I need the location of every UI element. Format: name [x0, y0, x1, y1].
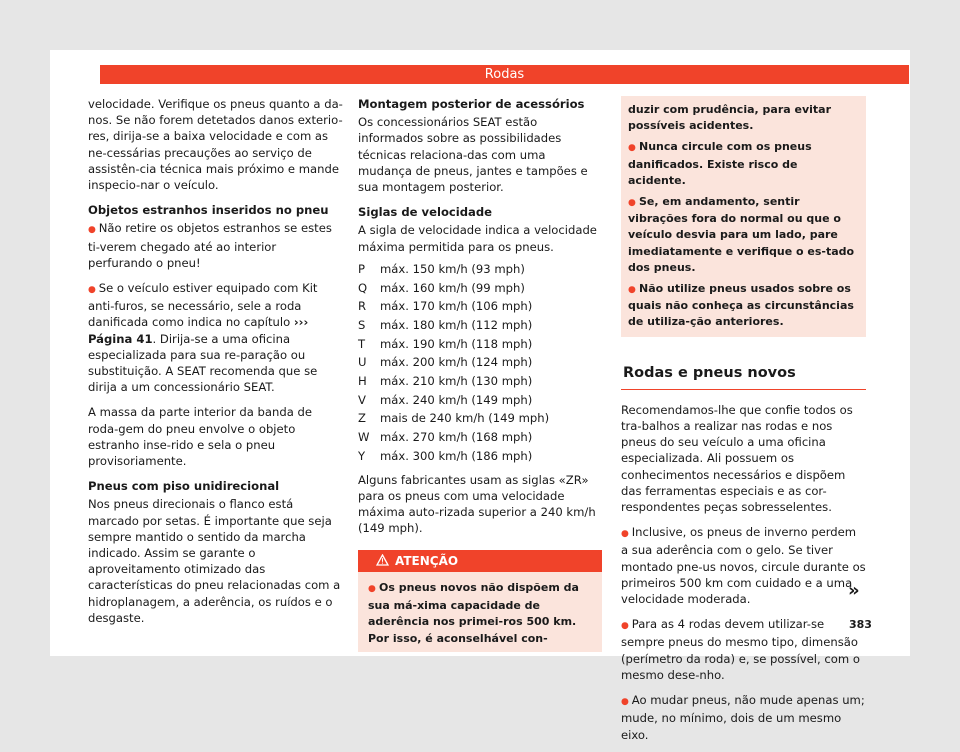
speed-row: [358, 428, 602, 447]
speed-code: Q: [358, 280, 368, 295]
paragraph: Nos pneus direcionais o flanco está marcado por setas. É importante que seja sempre mantido o sentido da marcha indicado. Assim se garante o aproveitamento otimizado das características do pneu relacionadas com a hidroplanagem, a aderência, os ruídos e o desgaste.: [88, 497, 341, 625]
speed-code: U: [358, 355, 367, 370]
warning-bullet-text: Nunca circule com os pneus danificados. Existe risco de acidente.: [628, 140, 812, 187]
bullet-text: Ao mudar pneus, não mude apenas um; mude, no mínimo, dois de um mesmo eixo.: [621, 693, 865, 742]
page: [50, 50, 910, 742]
paragraph: A massa da parte interior da banda de roda-gem do pneu envolve o objeto estranho inse-rido e sela o pneu provisoriamente.: [88, 405, 313, 469]
speed-row: [358, 297, 602, 316]
speed-value: máx. 240 km/h (149 mph): [380, 392, 533, 407]
warning-title: ATENÇÃO: [395, 554, 459, 569]
speed-code: Z: [358, 411, 366, 426]
heading-accessories: Montagem posterior de acessórios: [358, 97, 585, 111]
warning-text-content: Os pneus novos não dispõem da sua má-xima capacidade de aderência nos primei-ros 500 km. Por isso, é aconselhável con-: [368, 581, 579, 645]
warning-triangle-icon: [376, 554, 389, 566]
paragraph: Recomendamos-lhe que confie todos os tra-balhos a realizar nas rodas e nos pneus do seu veículo a uma oficina especializada. Ali possuem os conhecimentos necessários e dispõem das ferramentas especiais e as cor-respondentes peças sobresselentes.: [621, 402, 853, 515]
speed-code: S: [358, 317, 366, 332]
bullet-item: [621, 524, 866, 607]
speed-value: máx. 170 km/h (106 mph): [380, 299, 533, 314]
warning-bullet: [628, 139, 859, 189]
speed-value: máx. 300 km/h (186 mph): [380, 448, 533, 463]
warning-bullet: [628, 194, 859, 276]
warning-box-continued: [621, 96, 866, 337]
column-1: [88, 96, 344, 635]
speed-code: H: [358, 374, 367, 389]
heading-speed-codes: Siglas de velocidade: [358, 205, 493, 220]
bullet-item: [621, 616, 866, 683]
speed-value: máx. 270 km/h (168 mph): [380, 430, 533, 445]
warning-header: [358, 550, 602, 572]
page-header: Rodas: [100, 65, 909, 84]
section-title: Rodas e pneus novos: [621, 365, 866, 390]
speed-code: T: [358, 336, 366, 351]
warning-bullet-text: Se, em andamento, sentir vibrações fora do normal ou que o veículo desvia para um lado, pare imediatamente e verifique o es-tado dos pneus.: [628, 195, 855, 274]
paragraph: velocidade. Verifique os pneus quanto a da-nos. Se não forem detetados danos exterio-res, dirija-se a baixa velocidade e com as ne-cessárias precauções ao serviço de assistên-cia técnica mais próximo e mande inspecio-nar o veículo.: [88, 97, 343, 193]
paragraph: Alguns fabricantes usam as siglas «ZR» para os pneus com uma velocidade máxima auto-rizada superior a 240 km/h (149 mph).: [358, 472, 596, 536]
warning-bullet: [628, 281, 859, 331]
warning-box: [358, 550, 602, 652]
heading-unidirectional: Pneus com piso unidirecional: [88, 479, 280, 494]
warning-bullet-text: Não utilize pneus usados sobre os quais não conheça as circunstâncias de utiliza-ção anteriores.: [628, 282, 854, 329]
speed-code: R: [358, 299, 367, 314]
speed-row: [358, 391, 602, 410]
speed-row: [358, 260, 602, 279]
speed-code-list: [358, 260, 602, 466]
speed-row: [358, 279, 602, 298]
speed-code: W: [358, 430, 370, 445]
paragraph: Os concessionários SEAT estão informados sobre as possibilidades técnicas relaciona-das com uma mudança de pneus, jantes e tampões e sua montagem posterior.: [358, 115, 588, 195]
speed-row: [358, 447, 602, 466]
speed-code: P: [358, 261, 365, 276]
speed-row: [358, 335, 602, 354]
page-reference-link[interactable]: ››› Página 41: [88, 315, 309, 346]
bullet-text: Não retire os objetos estranhos se estes ti-verem chegado até ao interior perfurando o pneu!: [88, 221, 332, 270]
speed-value: máx. 150 km/h (93 mph): [380, 261, 525, 276]
bullet-item: [88, 220, 344, 271]
paragraph: A sigla de velocidade indica a velocidade máxima permitida para os pneus.: [358, 223, 597, 254]
bullet-text: Se o veículo estiver equipado com Kit anti-furos, se necessário, sele a roda danificada como indica no capítulo: [88, 281, 318, 330]
warning-continued-text: duzir com prudência, para evitar possíveis acidentes.: [628, 103, 832, 133]
column-3: [621, 96, 866, 752]
speed-value: máx. 190 km/h (118 mph): [380, 336, 533, 351]
warning-text: [358, 572, 602, 652]
heading-foreign-objects: Objetos estranhos inseridos no pneu: [88, 203, 329, 218]
column-2: [358, 96, 602, 652]
speed-row: [358, 353, 602, 372]
speed-value: máx. 180 km/h (112 mph): [380, 317, 533, 332]
speed-row: [358, 409, 602, 428]
speed-value: máx. 160 km/h (99 mph): [380, 280, 525, 295]
speed-code: Y: [358, 448, 366, 463]
continue-arrow-icon: »: [848, 580, 860, 601]
page-number: 383: [849, 618, 872, 631]
bullet-text: . Dirija-se a uma oficina especializada para sua re-paração ou substituição. A SEAT recomenda que se dirija a um concessionário SEAT.: [88, 331, 318, 395]
bullet-item: [621, 692, 866, 743]
speed-value: máx. 210 km/h (130 mph): [380, 374, 533, 389]
bullet-text: Para as 4 rodas devem utilizar-se sempre pneus do mesmo tipo, dimensão (perímetro da roda) e, se possível, com o mesmo dese-nho.: [621, 617, 860, 682]
speed-value: mais de 240 km/h (149 mph): [380, 411, 550, 426]
bullet-item: [88, 280, 344, 395]
speed-row: [358, 316, 602, 335]
bullet-text: Inclusive, os pneus de inverno perdem a sua aderência com o gelo. Se tiver montado pne-us novos, circule durante os primeiros 500 km com cuidado e a uma velocidade moderada.: [621, 525, 866, 607]
speed-row: [358, 372, 602, 391]
speed-code: V: [358, 392, 366, 407]
speed-value: máx. 200 km/h (124 mph): [380, 355, 533, 370]
